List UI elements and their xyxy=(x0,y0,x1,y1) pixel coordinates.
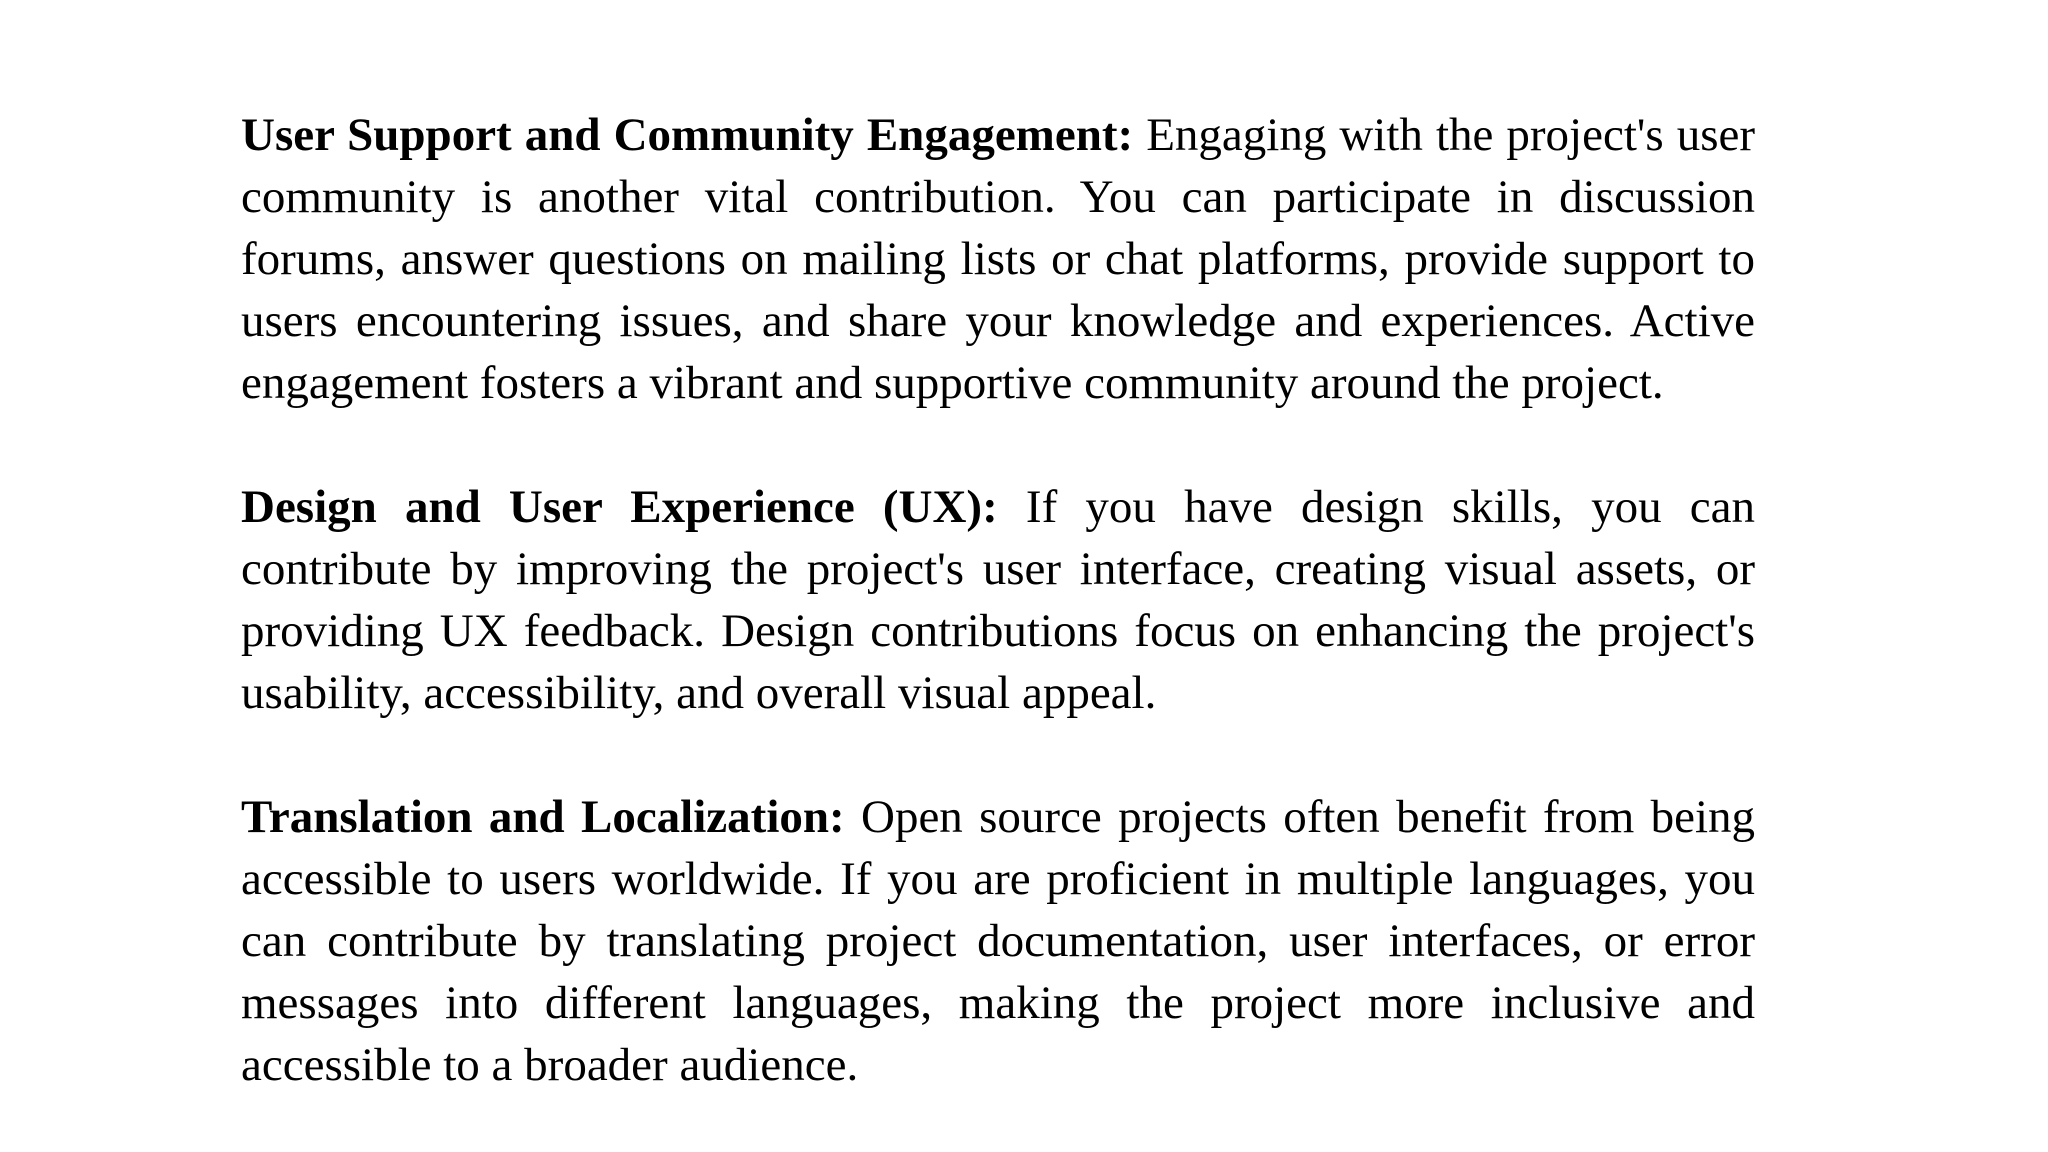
paragraph-translation xyxy=(241,786,1755,1096)
paragraph-user-support xyxy=(241,104,1755,414)
paragraph-body: Open source projects often benefit from being accessible to users worldwide. If you are proficient in multiple languages, you can contribute by translating project documentation, user interfaces, or error messages into different languages, making the project more inclusive and accessible to a broader audience. xyxy=(241,791,1756,1091)
document-page xyxy=(241,104,1755,1096)
paragraph-design-ux xyxy=(241,476,1755,724)
paragraph-body: Engaging with the project's user community is another vital contribution. You can participate in discussion forums, answer questions on mailing lists or chat platforms, provide support to users encountering issues, and share your knowledge and experiences. Active engagement fosters a vibrant and supportive community around the project. xyxy=(241,109,1755,409)
paragraph-heading: Design and User Experience (UX): xyxy=(241,481,998,533)
paragraph-body: If you have design skills, you can contribute by improving the project's user interface, creating visual assets, or providing UX feedback. Design contributions focus on enhancing the project's usability, accessibility, and overall visual appeal. xyxy=(241,481,1755,719)
paragraph-heading: Translation and Localization: xyxy=(241,791,845,843)
paragraph-heading: User Support and Community Engagement: xyxy=(241,109,1134,161)
